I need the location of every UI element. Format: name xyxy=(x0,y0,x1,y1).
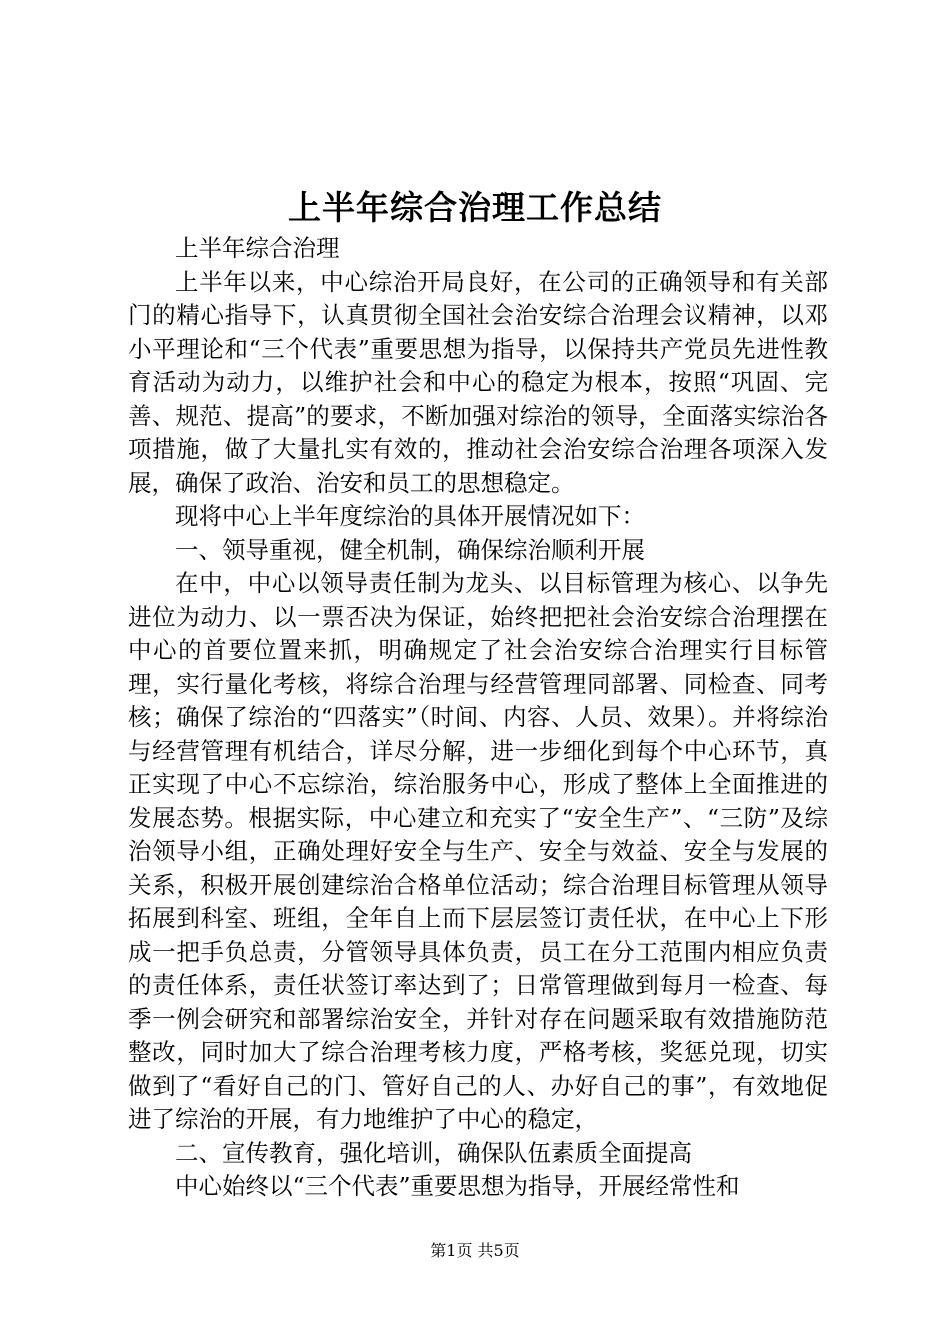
paragraph-subtitle: 上半年综合治理 xyxy=(175,234,340,262)
section-heading-1: 一、领导重视，健全机制，确保综治顺利开展 xyxy=(175,535,645,564)
document-body xyxy=(128,232,828,1204)
page-number-footer: 第1页 共5页 xyxy=(430,1241,520,1260)
paragraph-intro: 上半年以来，中心综治开局良好，在公司的正确领导和有关部门的精心指导下，认真贯彻全国社会治安综合治理会议精神，以邓小平理论和“三个代表”重要思想为指导，以保持共产党员先进性教育活动为动力，以维护社会和中心的稳定为根本，按照“巩固、完善、规范、提高”的要求，不断加强对综治的领导，全面落实综治各项措施，做了大量扎实有效的，推动社会治安综合治理各项深入发展，确保了政治、治安和员工的思想稳定。 xyxy=(128,267,828,497)
paragraph-section-1: 在中，中心以领导责任制为龙头、以目标管理为核心、以争先进位为动力、以一票否决为保证，始终把把社会治安综合治理摆在中心的首要位置来抓，明确规定了社会治安综合治理实行目标管理，实行量化考核，将综合治理与经营管理同部署、同检查、同考核；确保了综治的“四落实”（时间、内容、人员、效果）。并将综治与经营管理有机结合，详尽分解，进一步细化到每个中心环节，真正实现了中心不忘综治，综治服务中心，形成了整体上全面推进的发展态势。根据实际，中心建立和充实了“安全生产”、“三防”及综治领导小组，正确处理好安全与生产、安全与效益、安全与发展的关系，积极开展创建综治合格单位活动；综合治理目标管理从领导拓展到科室、班组，全年自上而下层层签订责任状，在中心上下形成一把手负总责，分管领导具体负责，员工在分工范围内相应负责的责任体系，责任状签订率达到了；日常管理做到每月一检查、每季一例会研究和部署综治安全，并针对存在问题采取有效措施防范整改，同时加大了综合治理考核力度，严格考核，奖惩兑现，切实做到了“看好自己的门、管好自己的人、办好自己的事”，有效地促进了综治的开展，有力地维护了中心的稳定， xyxy=(128,569,828,1133)
paragraph-overview: 现将中心上半年度综治的具体开展情况如下： xyxy=(175,502,645,530)
paragraph-section-2: 中心始终以“三个代表”重要思想为指导，开展经常性和 xyxy=(175,1172,740,1200)
document-title: 上半年综合治理工作总结 xyxy=(288,188,662,227)
section-heading-2: 二、宣传教育，强化培训，确保队伍素质全面提高 xyxy=(175,1138,692,1167)
